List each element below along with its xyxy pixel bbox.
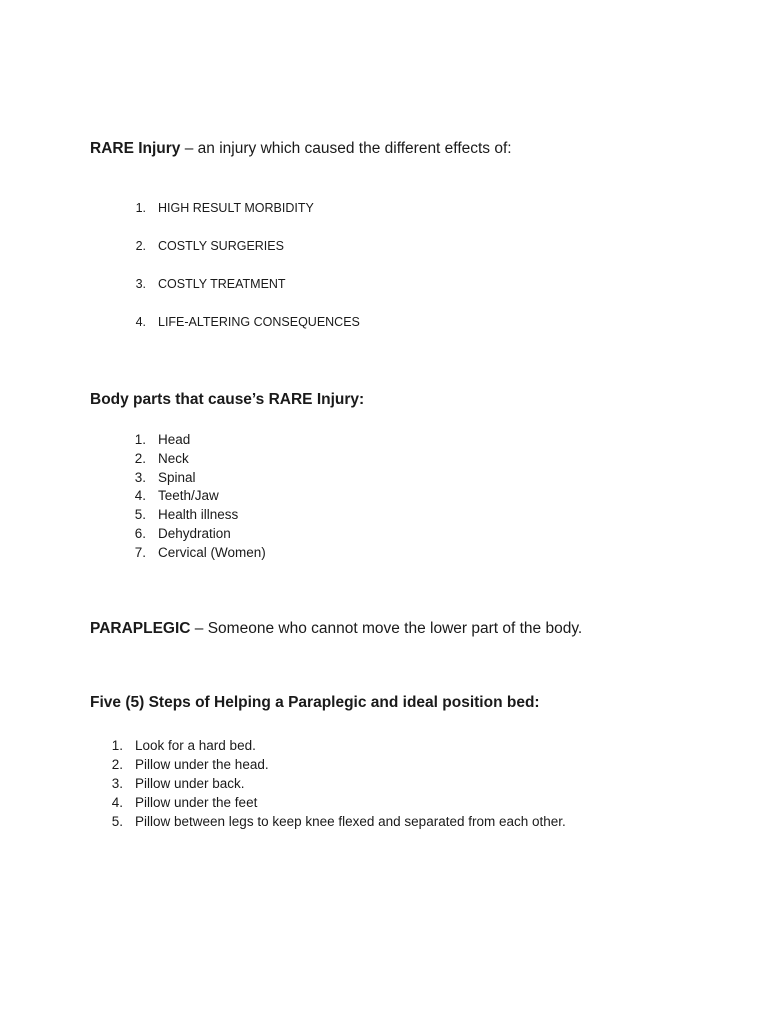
paraplegic-definition-text: – Someone who cannot move the lower part of the body. <box>190 620 583 637</box>
list-item-number: 2. <box>135 239 146 253</box>
rare-injury-definition-text: – an injury which caused the different effects of: <box>180 140 512 157</box>
list-item-number: 4. <box>134 488 146 503</box>
list-item-text: Head <box>158 432 191 447</box>
list-item-text: LIFE-ALTERING CONSEQUENCES <box>158 315 360 329</box>
list-item-text: Teeth/Jaw <box>158 488 219 503</box>
list-item-text: Spinal <box>158 470 196 485</box>
list-item-number: 4. <box>111 795 123 810</box>
list-item-number: 3. <box>111 776 123 791</box>
list-item-number: 3. <box>135 277 146 291</box>
list-item-text: Cervical (Women) <box>158 545 266 560</box>
list-item <box>90 276 286 292</box>
list-item-text: Dehydration <box>158 526 231 541</box>
list-item-number: 5. <box>111 814 123 829</box>
list-item-text: Pillow under back. <box>135 776 245 791</box>
list-item <box>90 775 245 792</box>
list-item <box>90 794 258 811</box>
steps-heading: Five (5) Steps of Helping a Paraplegic and ideal position bed: <box>90 694 540 711</box>
list-item-text: Pillow under the feet <box>135 795 258 810</box>
list-item-number: 7. <box>134 545 146 560</box>
rare-injury-term: RARE Injury <box>90 140 181 157</box>
list-item-text: Pillow under the head. <box>135 757 269 772</box>
list-item-text: HIGH RESULT MORBIDITY <box>158 201 314 215</box>
list-item-number: 5. <box>134 507 146 522</box>
list-item <box>90 200 314 216</box>
list-item <box>90 314 360 330</box>
list-item <box>90 238 284 254</box>
list-item <box>90 737 256 754</box>
list-item <box>90 506 239 523</box>
list-item-number: 6. <box>134 526 146 541</box>
list-item <box>90 756 269 773</box>
list-item-text: Look for a hard bed. <box>135 738 256 753</box>
list-item-text: Pillow between legs to keep knee flexed and separated from each other. <box>135 814 566 829</box>
list-item-text: COSTLY TREATMENT <box>158 277 286 291</box>
list-item-number: 2. <box>111 757 123 772</box>
list-item <box>90 487 219 504</box>
list-item-number: 1. <box>134 432 146 447</box>
list-item <box>90 813 566 830</box>
list-item-number: 2. <box>134 451 146 466</box>
list-item <box>90 525 231 542</box>
paraplegic-definition <box>90 619 582 639</box>
list-item-number: 3. <box>134 470 146 485</box>
list-item-number: 1. <box>135 201 146 215</box>
list-item-number: 4. <box>135 315 146 329</box>
list-item-text: Neck <box>158 451 189 466</box>
body-parts-heading: Body parts that cause’s RARE Injury: <box>90 391 365 408</box>
list-item <box>90 431 191 448</box>
paraplegic-term: PARAPLEGIC <box>90 620 191 637</box>
list-item-text: Health illness <box>158 507 239 522</box>
list-item-text: COSTLY SURGERIES <box>158 239 284 253</box>
list-item-number: 1. <box>111 738 123 753</box>
list-item <box>90 450 189 467</box>
list-item <box>90 544 266 561</box>
rare-injury-definition <box>90 139 512 159</box>
list-item <box>90 469 196 486</box>
